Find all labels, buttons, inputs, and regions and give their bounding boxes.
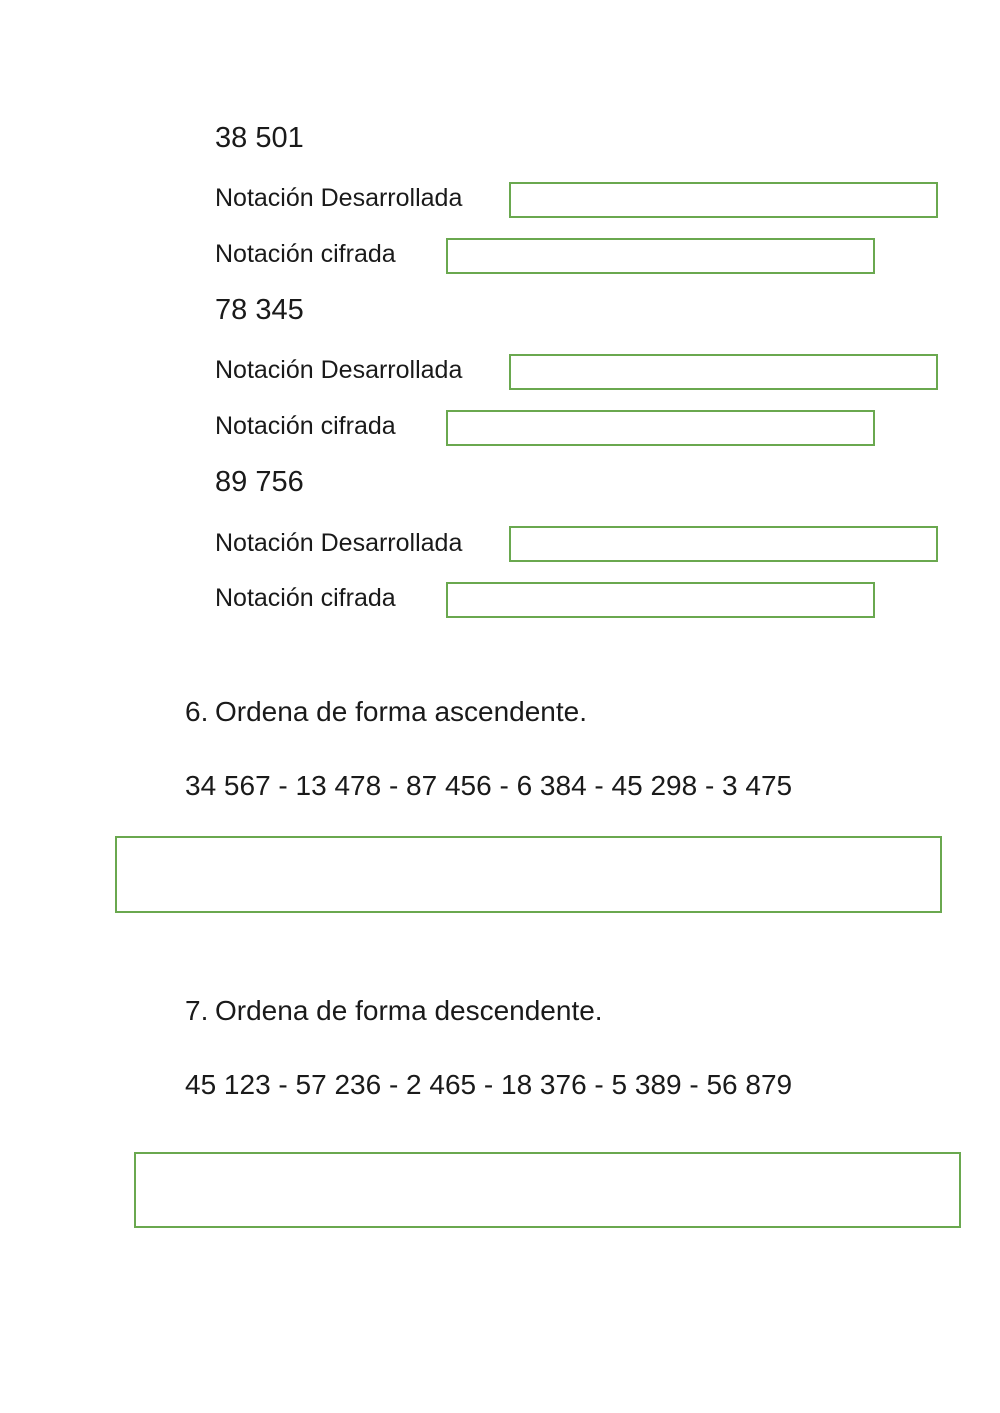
question-7-number: 7. xyxy=(185,995,209,1026)
expanded-notation-input-2[interactable] xyxy=(511,356,936,388)
cipher-notation-input-2[interactable] xyxy=(448,412,873,444)
cipher-notation-input-3[interactable] xyxy=(448,584,873,616)
question-6-sequence: 34 567 - 13 478 - 87 456 - 6 384 - 45 298 - 3 475 xyxy=(185,770,793,801)
cipher-notation-field-3[interactable] xyxy=(446,582,875,618)
answer-field-descending[interactable] xyxy=(134,1152,961,1228)
number-title-2: 78 345 xyxy=(215,294,304,326)
expanded-notation-field-3[interactable] xyxy=(509,526,938,562)
question-6-number: 6. xyxy=(185,696,209,727)
cipher-notation-label-3: Notación cifrada xyxy=(215,584,396,612)
answer-field-ascending[interactable] xyxy=(115,836,942,913)
number-title-3: 89 756 xyxy=(215,466,304,498)
question-6-text: Ordena de forma ascendente. xyxy=(215,696,588,727)
cipher-notation-label-2: Notación cifrada xyxy=(215,412,396,440)
cipher-notation-field-1[interactable] xyxy=(446,238,875,274)
question-7-text: Ordena de forma descendente. xyxy=(215,995,603,1026)
expanded-notation-label-3: Notación Desarrollada xyxy=(215,529,463,557)
expanded-notation-label-2: Notación Desarrollada xyxy=(215,356,463,384)
expanded-notation-field-1[interactable] xyxy=(509,182,938,218)
cipher-notation-field-2[interactable] xyxy=(446,410,875,446)
expanded-notation-input-1[interactable] xyxy=(511,184,936,216)
expanded-notation-input-3[interactable] xyxy=(511,528,936,560)
number-title-1: 38 501 xyxy=(215,122,304,154)
expanded-notation-field-2[interactable] xyxy=(509,354,938,390)
question-7-sequence: 45 123 - 57 236 - 2 465 - 18 376 - 5 389 - 56 879 xyxy=(185,1069,793,1100)
answer-input-ascending[interactable] xyxy=(117,838,940,911)
expanded-notation-label-1: Notación Desarrollada xyxy=(215,184,463,212)
cipher-notation-label-1: Notación cifrada xyxy=(215,240,396,268)
answer-input-descending[interactable] xyxy=(136,1154,959,1226)
cipher-notation-input-1[interactable] xyxy=(448,240,873,272)
